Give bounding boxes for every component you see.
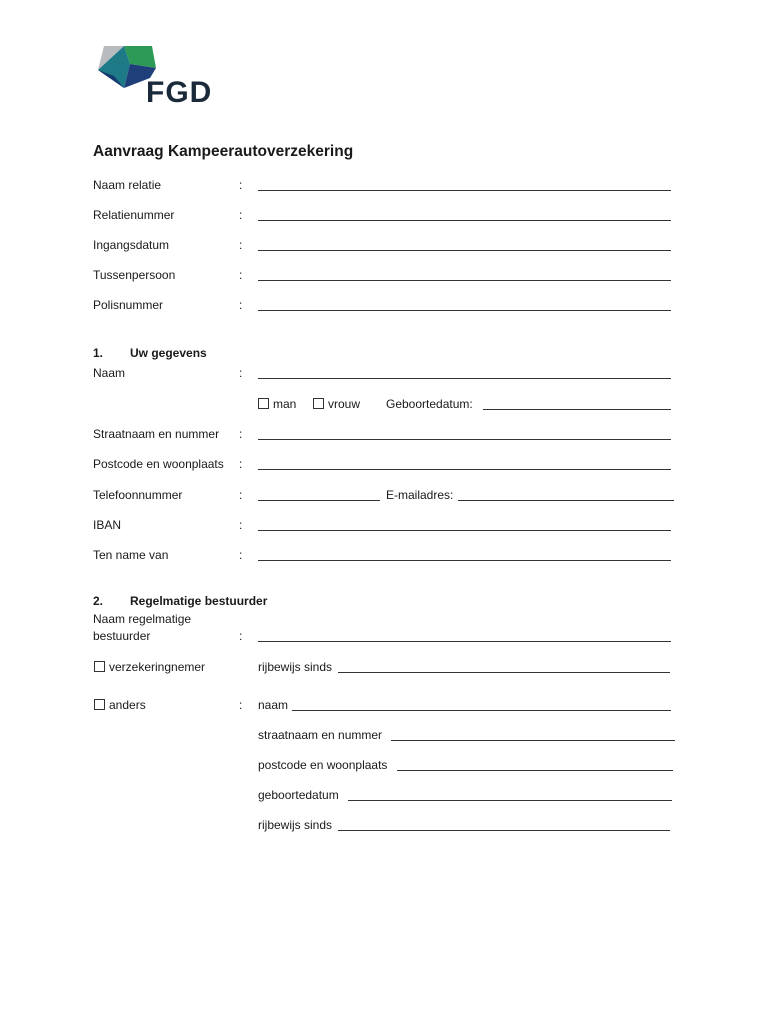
- straatnaam-field[interactable]: [258, 439, 671, 440]
- colon: :: [239, 457, 243, 471]
- field-label-straatnaam: Straatnaam en nummer: [93, 427, 220, 441]
- field-label-polisnummer: Polisnummer: [93, 298, 164, 312]
- section-2-heading: [93, 594, 267, 608]
- vrouw-label: vrouw: [328, 397, 361, 411]
- page-title: Aanvraag Kampeerautoverzekering: [93, 143, 354, 160]
- colon: :: [239, 298, 243, 312]
- field-label-ten-name-van: Ten name van: [93, 548, 169, 562]
- section-number: 1.: [93, 346, 104, 360]
- ten-name-van-field[interactable]: [258, 560, 671, 561]
- field-label-relatienummer: Relatienummer: [93, 208, 175, 222]
- logo-text: FGD: [146, 76, 213, 109]
- anders-naam-field[interactable]: [292, 710, 671, 711]
- birthdate-field[interactable]: [483, 409, 671, 410]
- anders-option[interactable]: [94, 698, 146, 712]
- field-label-tussenpersoon: Tussenpersoon: [93, 268, 176, 282]
- rijbewijs-sinds-field[interactable]: [338, 672, 670, 673]
- naam-field[interactable]: [258, 378, 671, 379]
- anders-straatnaam-field[interactable]: [391, 740, 675, 741]
- field-label-naam-relatie: Naam relatie: [93, 178, 162, 192]
- colon: :: [239, 518, 243, 532]
- relatienummer-field[interactable]: [258, 220, 671, 221]
- colon: :: [239, 427, 243, 441]
- gender-vrouw-option[interactable]: [313, 397, 360, 411]
- vrouw-checkbox[interactable]: [313, 398, 324, 409]
- colon: :: [239, 366, 243, 380]
- birthdate-label: Geboortedatum:: [386, 397, 473, 411]
- section-title: Regelmatige bestuurder: [130, 594, 268, 608]
- anders-geboortedatum-field[interactable]: [348, 800, 672, 801]
- anders-rijbewijs-field[interactable]: [338, 830, 670, 831]
- field-label-telefoonnummer: Telefoonnummer: [93, 488, 183, 502]
- verzekeringnemer-label: verzekeringnemer: [109, 660, 206, 674]
- polisnummer-field[interactable]: [258, 310, 671, 311]
- section-title: Uw gegevens: [130, 346, 207, 360]
- email-label: E-mailadres:: [386, 488, 454, 502]
- anders-postcode-label: postcode en woonplaats: [258, 758, 388, 772]
- field-label-iban: IBAN: [93, 518, 122, 532]
- man-label: man: [273, 397, 297, 411]
- colon: :: [239, 488, 243, 502]
- field-label-naam-regelmatige: Naam regelmatige: [93, 612, 192, 626]
- bestuurder-naam-field[interactable]: [258, 641, 671, 642]
- colon: :: [239, 208, 243, 222]
- ingangsdatum-field[interactable]: [258, 250, 671, 251]
- rijbewijs-sinds-label: rijbewijs sinds: [258, 660, 333, 674]
- email-field[interactable]: [458, 500, 674, 501]
- field-label-ingangsdatum: Ingangsdatum: [93, 238, 170, 252]
- section-number: 2.: [93, 594, 104, 608]
- colon: :: [239, 178, 243, 192]
- field-label-bestuurder: bestuurder: [93, 629, 151, 643]
- verzekeringnemer-checkbox[interactable]: [94, 661, 105, 672]
- naam-relatie-field[interactable]: [258, 190, 671, 191]
- anders-checkbox[interactable]: [94, 699, 105, 710]
- anders-straatnaam-label: straatnaam en nummer: [258, 728, 383, 742]
- colon: :: [239, 548, 243, 562]
- postcode-field[interactable]: [258, 469, 671, 470]
- anders-postcode-field[interactable]: [397, 770, 673, 771]
- man-checkbox[interactable]: [258, 398, 269, 409]
- anders-naam-label: naam: [258, 698, 289, 712]
- telefoonnummer-field[interactable]: [258, 500, 380, 501]
- section-1-heading: [93, 346, 207, 360]
- field-label-naam: Naam: [93, 366, 126, 380]
- tussenpersoon-field[interactable]: [258, 280, 671, 281]
- colon: :: [239, 268, 243, 282]
- verzekeringnemer-option[interactable]: [94, 660, 205, 674]
- anders-geboortedatum-label: geboortedatum: [258, 788, 339, 802]
- fgd-logo: [94, 44, 220, 110]
- field-label-postcode: Postcode en woonplaats: [93, 457, 224, 471]
- colon: :: [239, 238, 243, 252]
- anders-label: anders: [109, 698, 146, 712]
- colon: :: [239, 629, 243, 643]
- colon: :: [239, 698, 243, 712]
- iban-field[interactable]: [258, 530, 671, 531]
- anders-rijbewijs-label: rijbewijs sinds: [258, 818, 333, 832]
- gender-man-option[interactable]: [258, 397, 296, 411]
